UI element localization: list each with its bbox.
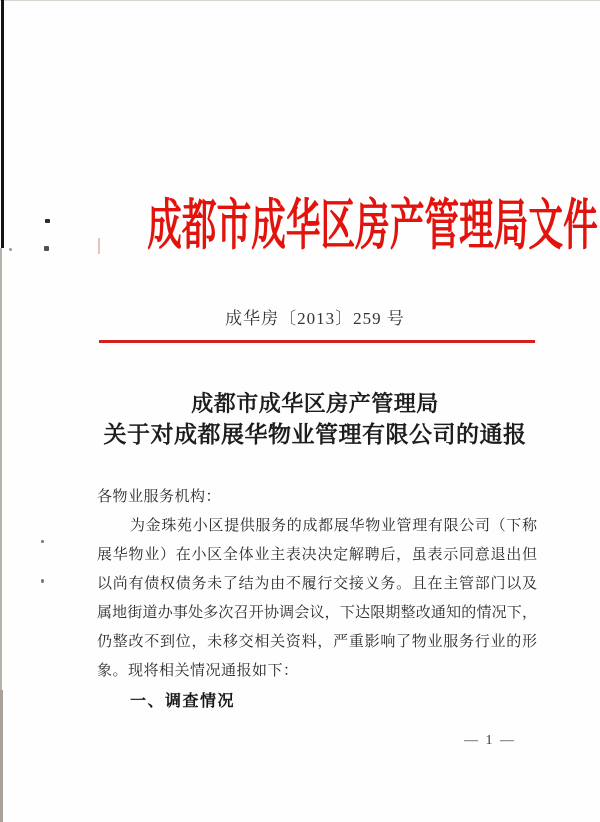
body-salutation: 各物业服务机构： <box>97 489 222 505</box>
document-number: 成华房〔2013〕259 号 <box>225 309 405 328</box>
document-title-line-2: 关于对成都展华物业管理有限公司的通报 <box>103 422 527 447</box>
body-line: 属地街道办事处多次召开协调会议，下达限期整改通知的情况下， <box>97 605 537 621</box>
body-line: 象。现将相关情况通报如下： <box>97 663 299 679</box>
scan-speck <box>41 540 44 543</box>
page-number: — 1 — <box>464 733 516 748</box>
scan-left-edge-lower-line <box>0 690 3 822</box>
masthead <box>15 193 600 263</box>
scan-speck <box>9 248 12 251</box>
scan-top-edge-line <box>0 0 600 1</box>
body-line: 仍整改不到位，未移交相关资料，严重影响了物业服务行业的形 <box>97 634 537 650</box>
body-line: 以尚有债权债务未了结为由不履行交接义务。且在主管部门以及 <box>97 576 537 592</box>
masthead-title: 成都市成华区房产管理局文件 <box>147 195 598 256</box>
document-body <box>97 483 537 715</box>
section-heading: 一、调查情况 <box>130 691 236 710</box>
scan-left-edge-black-line <box>1 0 4 248</box>
document-title-line-1: 成都市成华区房产管理局 <box>191 391 439 416</box>
body-line: 展华物业）在小区全体业主表决决定解聘后，虽表示同意退出但 <box>97 547 537 563</box>
red-divider-rule <box>99 340 535 343</box>
scan-left-edge-gray-line <box>0 248 2 822</box>
body-line: 为金珠苑小区提供服务的成都展华物业管理有限公司（下称 <box>130 518 537 534</box>
scan-speck <box>41 579 44 583</box>
